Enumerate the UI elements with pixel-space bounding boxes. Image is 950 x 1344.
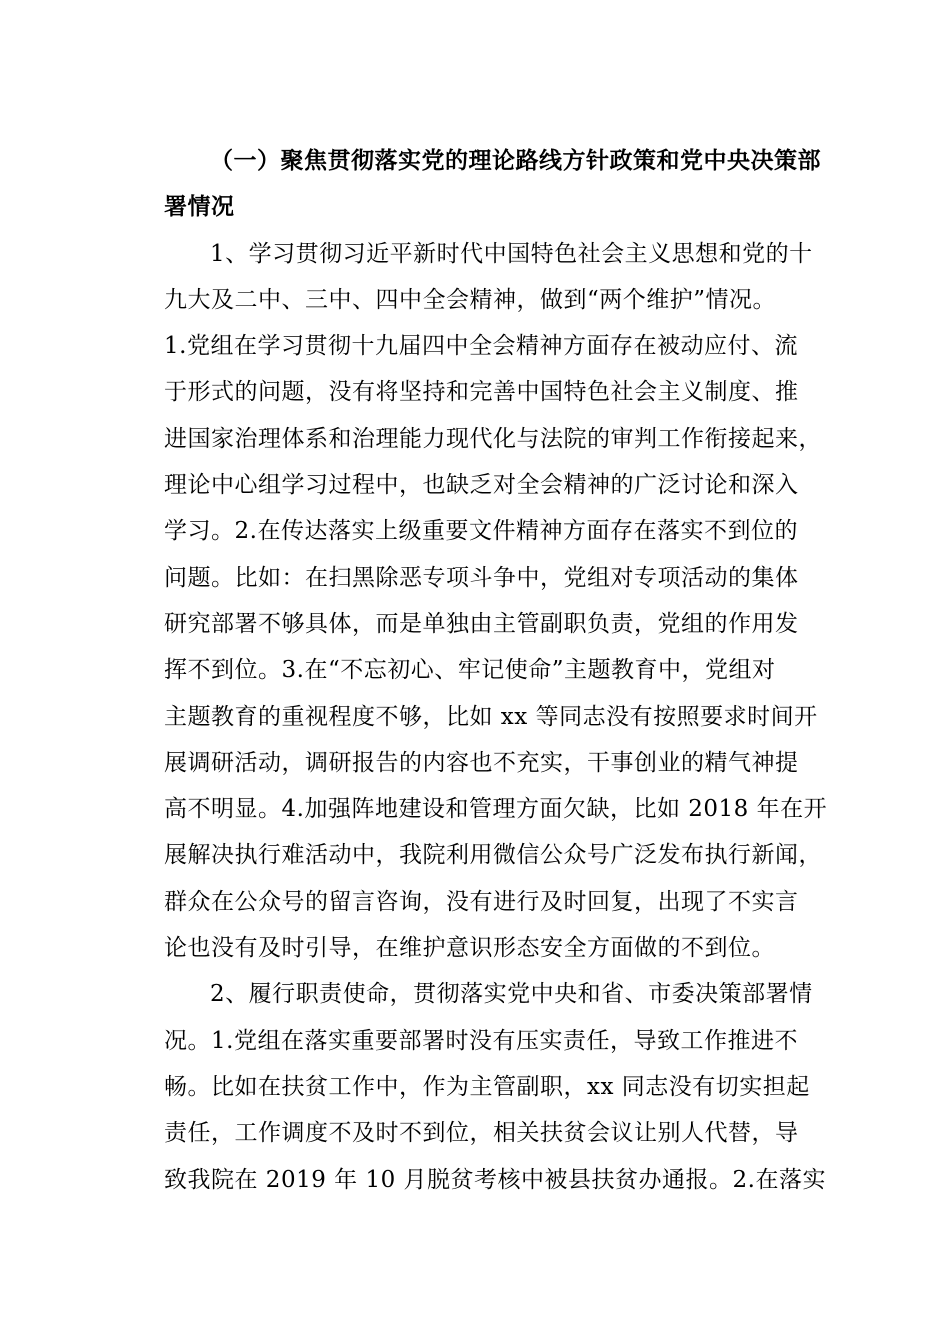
paragraph-1 [118,231,832,972]
section-heading-line-2: 署情况 [164,193,235,221]
section-heading-line-1: （一）聚焦贯彻落实党的理论路线方针政策和党中央决策部 [210,147,821,174]
paragraph-line: 况。1.党组在落实重要部署时没有压实责任，导致工作推进不 [164,1027,798,1054]
paragraph-line: 主题教育的重视程度不够，比如 xx 等同志没有按照要求时间开 [164,703,818,730]
paragraph-line: 2、履行职责使命，贯彻落实党中央和省、市委决策部署情 [210,981,813,1008]
paragraph-line: 展调研活动，调研报告的内容也不充实，干事创业的精气神提 [164,749,799,776]
paragraph-line: 展解决执行难活动中，我院利用微信公众号广泛发布执行新闻， [164,842,822,869]
paragraph-line: 责任，工作调度不及时不到位，相关扶贫会议让别人代替，导 [164,1120,799,1147]
paragraph-line: 进国家治理体系和治理能力现代化与法院的审判工作衔接起来， [164,425,822,452]
paragraph-line: 于形式的问题，没有将坚持和完善中国特色社会主义制度、推 [164,379,799,406]
paragraph-line: 群众在公众号的留言咨询，没有进行及时回复，出现了不实言 [164,888,799,915]
section-heading [118,138,832,231]
paragraph-2 [118,971,832,1202]
document-page [118,138,832,1203]
paragraph-line: 致我院在 2019 年 10 月脱贫考核中被县扶贫办通报。2.在落实 [164,1166,826,1193]
paragraph-line: 1、学习贯彻习近平新时代中国特色社会主义思想和党的十 [210,240,813,267]
paragraph-line: 问题。比如：在扫黑除恶专项斗争中，党组对专项活动的集体 [164,564,799,591]
paragraph-line: 学习。2.在传达落实上级重要文件精神方面存在落实不到位的 [164,518,798,545]
paragraph-line: 高不明显。4.加强阵地建设和管理方面欠缺，比如 2018 年在开 [164,796,828,823]
paragraph-line: 1.党组在学习贯彻十九届四中全会精神方面存在被动应付、流 [164,333,798,360]
paragraph-line: 研究部署不够具体，而是单独由主管副职负责，党组的作用发 [164,610,799,637]
paragraph-line: 理论中心组学习过程中，也缺乏对全会精神的广泛讨论和深入 [164,472,799,499]
paragraph-line: 挥不到位。3.在“不忘初心、牢记使命”主题教育中，党组对 [164,657,776,684]
paragraph-line: 九大及二中、三中、四中全会精神，做到“两个维护”情况。 [164,286,777,313]
paragraph-line: 论也没有及时引导，在维护意识形态安全方面做的不到位。 [164,935,775,962]
paragraph-line: 畅。比如在扶贫工作中，作为主管副职，xx 同志没有切实担起 [164,1073,810,1100]
